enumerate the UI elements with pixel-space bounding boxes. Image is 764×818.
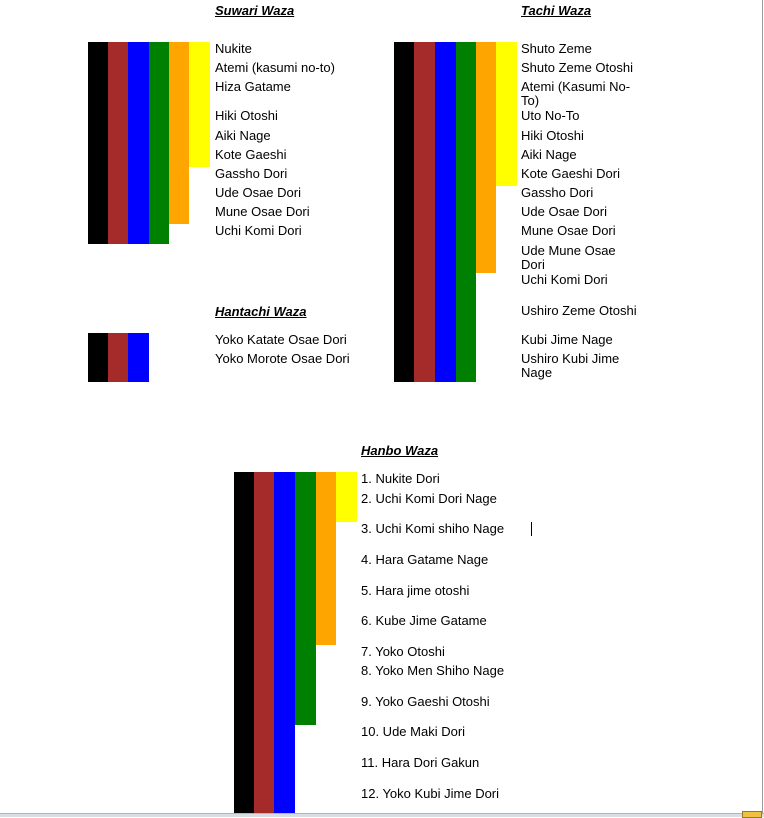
hanbo-item: 4. Hara Gatame Nage [361, 552, 489, 567]
hantachi-item: Yoko Morote Osae Dori [215, 351, 350, 366]
hanbo-item: 1. Nukite Dori [361, 471, 440, 486]
hanbo-yellow-bar [336, 472, 357, 522]
hantachi-black-bar [88, 333, 108, 382]
hantachi-item: Yoko Katate Osae Dori [215, 332, 347, 347]
suwari-item: Atemi (kasumi no-to) [215, 60, 335, 75]
hanbo-item: 11. Hara Dori Gakun [361, 755, 480, 770]
tachi-green-bar [456, 42, 476, 382]
suwari-item: Kote Gaeshi [215, 147, 287, 162]
tachi-item: Shuto Zeme Otoshi [521, 60, 633, 75]
tachi-black-bar [394, 42, 414, 382]
tachi-yellow-bar [496, 42, 517, 186]
tachi-item: Shuto Zeme [521, 41, 592, 56]
hantachi-waza-title: Hantachi Waza [215, 304, 307, 319]
tachi-item: Atemi (Kasumi No-To) [521, 79, 631, 108]
hanbo-brown-bar [254, 472, 274, 816]
hanbo-item: 2. Uchi Komi Dori Nage [361, 491, 497, 506]
hanbo-item: 8. Yoko Men Shiho Nage [361, 663, 505, 678]
tachi-item: Uchi Komi Dori [521, 272, 608, 287]
hanbo-item: 3. Uchi Komi shiho Nage [361, 521, 505, 536]
tachi-blue-bar [435, 42, 456, 382]
hanbo-blue-bar [274, 472, 295, 816]
hanbo-item: 5. Hara jime otoshi [361, 583, 470, 598]
suwari-item: Uchi Komi Dori [215, 223, 302, 238]
suwari-waza-title: Suwari Waza [215, 3, 295, 18]
hanbo-black-bar [234, 472, 254, 816]
hanbo-item: 7. Yoko Otoshi [361, 644, 445, 659]
suwari-green-bar [149, 42, 169, 244]
hanbo-item: 6. Kube Jime Gatame [361, 613, 487, 628]
suwari-item: Aiki Nage [215, 128, 271, 143]
tachi-brown-bar [414, 42, 435, 382]
suwari-item: Ude Osae Dori [215, 185, 301, 200]
tachi-waza-title: Tachi Waza [521, 3, 592, 18]
text-cursor [531, 522, 532, 536]
suwari-item: Mune Osae Dori [215, 204, 310, 219]
tachi-item: Hiki Otoshi [521, 128, 584, 143]
tachi-item: Aiki Nage [521, 147, 577, 162]
tachi-item: Mune Osae Dori [521, 223, 616, 238]
tachi-orange-bar [476, 42, 496, 273]
status-bar-icon[interactable] [742, 811, 762, 818]
hanbo-orange-bar [316, 472, 336, 645]
suwari-item: Hiza Gatame [215, 79, 291, 94]
hantachi-blue-bar [128, 333, 149, 382]
hanbo-item: 10. Ude Maki Dori [361, 724, 466, 739]
tachi-item: Ushiro Zeme Otoshi [521, 303, 637, 318]
hanbo-waza-title: Hanbo Waza [361, 443, 439, 458]
tachi-item: Gassho Dori [521, 185, 594, 200]
suwari-item: Hiki Otoshi [215, 108, 278, 123]
suwari-item: Nukite [215, 41, 252, 56]
suwari-item: Gassho Dori [215, 166, 288, 181]
hantachi-brown-bar [108, 333, 128, 382]
tachi-item: Kubi Jime Nage [521, 332, 613, 347]
suwari-black-bar [88, 42, 108, 244]
tachi-item: Uto No-To [521, 108, 580, 123]
tachi-item: Kote Gaeshi Dori [521, 166, 620, 181]
hanbo-item: 12. Yoko Kubi Jime Dori [361, 786, 500, 801]
hanbo-green-bar [295, 472, 316, 725]
tachi-item: Ude Osae Dori [521, 204, 607, 219]
tachi-item: Ushiro Kubi Jime Nage [521, 351, 620, 380]
suwari-yellow-bar [189, 42, 210, 167]
status-bar [0, 813, 764, 817]
suwari-orange-bar [169, 42, 189, 224]
hanbo-item: 9. Yoko Gaeshi Otoshi [361, 694, 490, 709]
suwari-blue-bar [128, 42, 149, 244]
suwari-brown-bar [108, 42, 128, 244]
tachi-item: Ude Mune Osae Dori [521, 243, 616, 272]
